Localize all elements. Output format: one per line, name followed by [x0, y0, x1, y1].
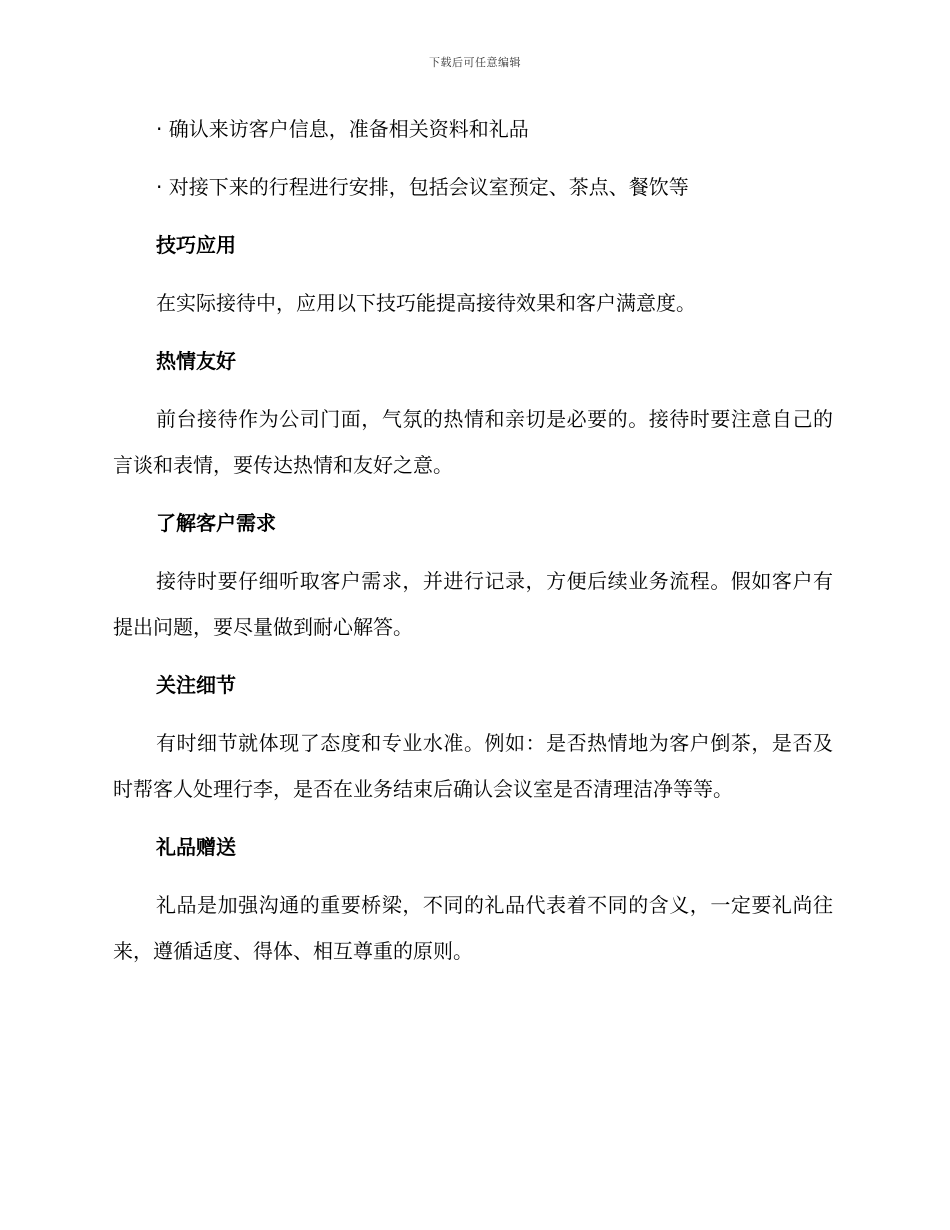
document-body [113, 113, 833, 993]
subsection-heading: 热情友好 [156, 349, 236, 373]
subsection-paragraph: 前台接待作为公司门面，气氛的热情和亲切是必要的。接待时要注意自己的言谈和表情，要传达热情和友好之意。 [113, 407, 833, 477]
subsection-paragraph: 有时细节就体现了态度和专业水准。例如：是否热情地为客户倒茶，是否及时帮客人处理行李，是否在业务结束后确认会议室是否清理洁净等等。 [113, 731, 833, 801]
section-title: 技巧应用 [156, 233, 236, 257]
subsection-heading: 了解客户需求 [156, 511, 276, 535]
subsection-heading: 关注细节 [156, 673, 236, 697]
subsection-heading: 礼品赠送 [156, 835, 236, 859]
subsection-paragraph: 礼品是加强沟通的重要桥梁，不同的礼品代表着不同的含义，一定要礼尚往来，遵循适度、得体、相互尊重的原则。 [113, 893, 833, 963]
bullet-item: · 确认来访客户信息，准备相关资料和礼品 [156, 117, 529, 141]
subsection-paragraph: 接待时要仔细听取客户需求，并进行记录，方便后续业务流程。假如客户有提出问题，要尽量做到耐心解答。 [113, 569, 833, 639]
bullet-item: · 对接下来的行程进行安排，包括会议室预定、茶点、餐饮等 [156, 175, 689, 199]
intro-paragraph: 在实际接待中，应用以下技巧能提高接待效果和客户满意度。 [156, 291, 696, 315]
header-note: 下载后可任意编辑 [429, 56, 521, 69]
